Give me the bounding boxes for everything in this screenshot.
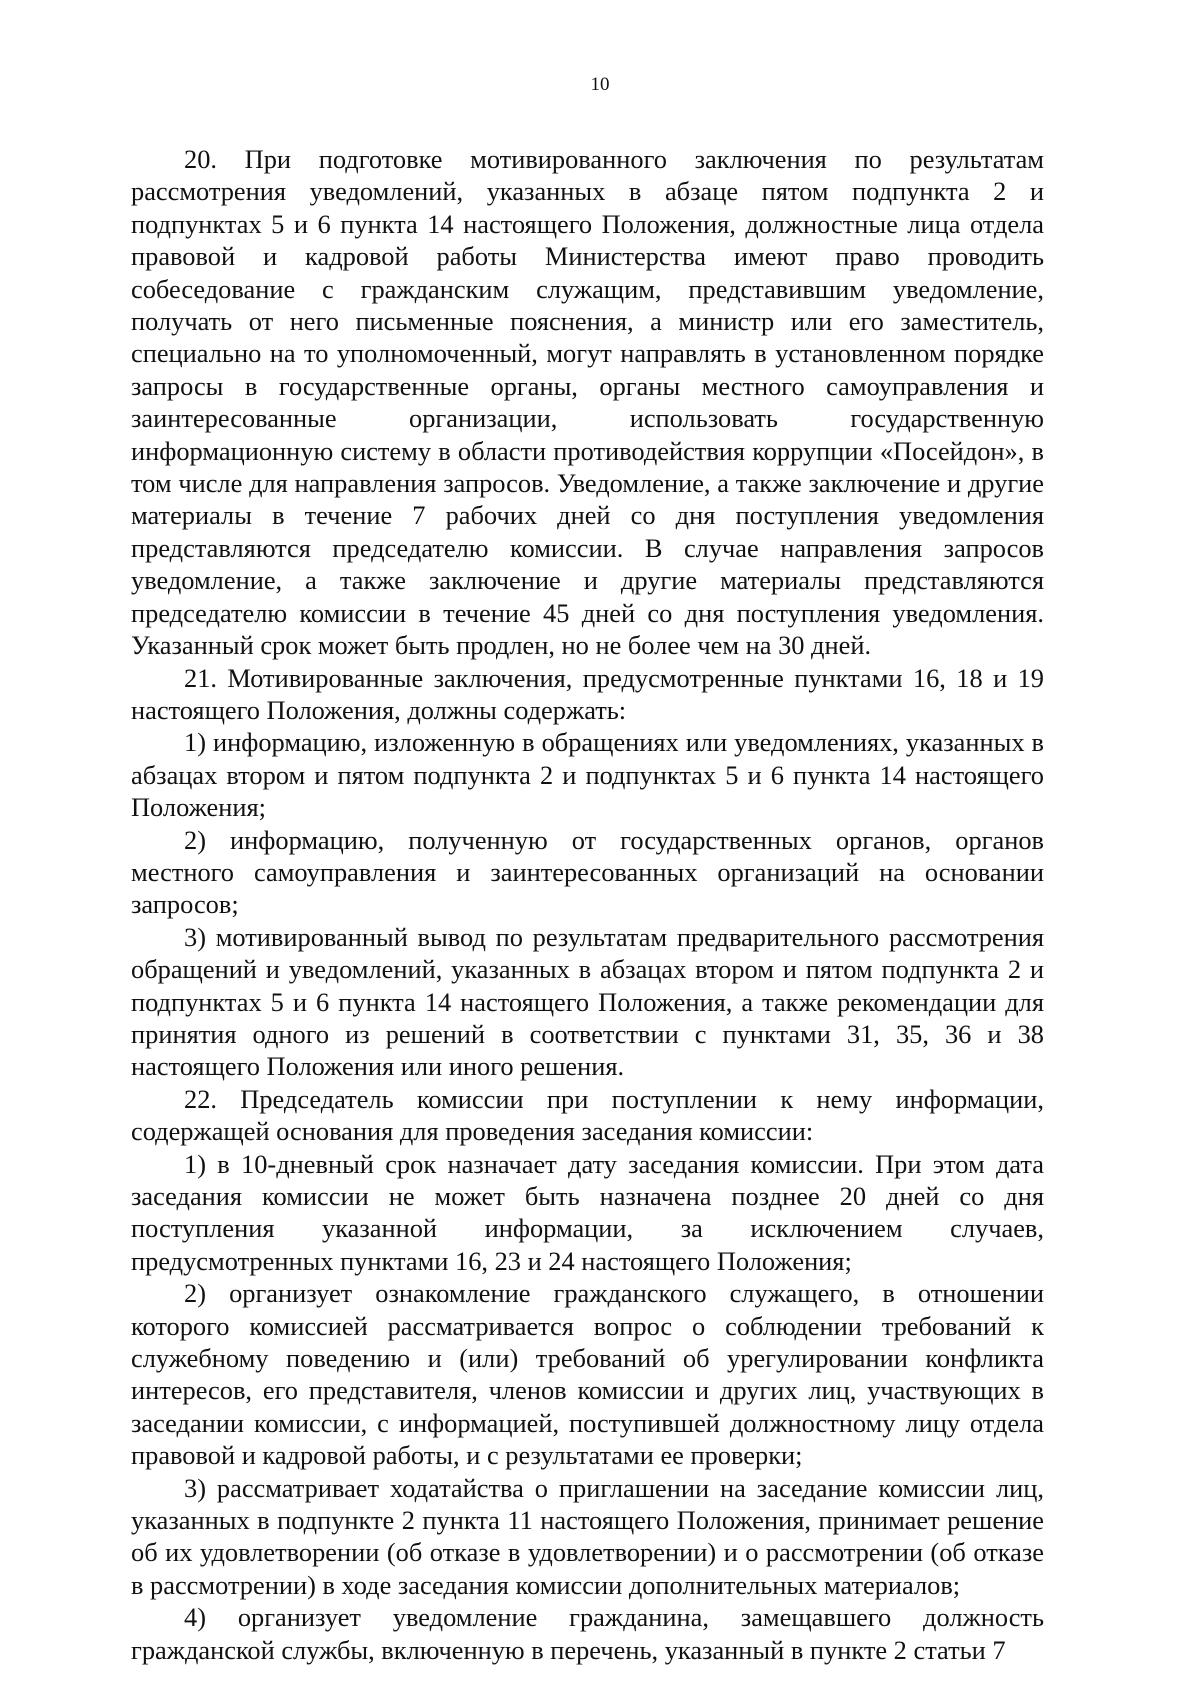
document-body bbox=[131, 143, 1044, 1666]
paragraph-22-item-4: 4) организует уведомление гражданина, замещавшего должность гражданской службы, включенную в перечень, указанный в пункте 2 статьи 7 bbox=[131, 1602, 1044, 1665]
paragraph-20: 20. При подготовке мотивированного заключения по результатам рассмотрения уведомлений, указанных в абзаце пятом подпункта 2 и подпунктах 5 и 6 пункта 14 настоящего Положения, должностные лица отдела правовой и кадровой работы Министерства имеют право проводить собеседование с гражданским служащим, представившим уведомление, получать от него письменные пояснения, а министр или его заместитель, специально на то уполномоченный, могут направлять в установленном порядке запросы в государственные органы, органы местного самоуправления и заинтересованные организации, использовать государственную информационную систему в области противодействия коррупции «Посейдон», в том числе для направления запросов. Уведомление, а также заключение и другие материалы в течение 7 рабочих дней со дня поступления уведомления представляются председателю комиссии. В случае направления запросов уведомление, а также заключение и другие материалы представляются председателю комиссии в течение 45 дней со дня поступления уведомления. Указанный срок может быть продлен, но не более чем на 30 дней. bbox=[131, 144, 1044, 661]
paragraph-21-item-3: 3) мотивированный вывод по результатам предварительного рассмотрения обращений и уведомлений, указанных в абзацах втором и пятом подпункта 2 и подпунктах 5 и 6 пункта 14 настоящего Положения, а также рекомендации для принятия одного из решений в соответствии с пунктами 31, 35, 36 и 38 настоящего Положения или иного решения. bbox=[131, 921, 1044, 1082]
paragraph-21-item-2: 2) информацию, полученную от государственных органов, органов местного самоуправления и заинтересованных организаций на основании запросов; bbox=[131, 824, 1044, 920]
paragraph-22: 22. Председатель комиссии при поступлении к нему информации, содержащей основания для проведения заседания комиссии: bbox=[131, 1083, 1044, 1147]
page-number: 10 bbox=[590, 74, 610, 95]
paragraph-22-item-2: 2) организует ознакомление гражданского служащего, в отношении которого комиссией рассматривается вопрос о соблюдении требований к служебному поведению и (или) требований об урегулировании конфликта интересов, его представителя, членов комиссии и других лиц, участвующих в заседании комиссии, с информацией, поступившей должностному лицу отдела правовой и кадровой работы, и с результатами ее проверки; bbox=[131, 1278, 1044, 1471]
paragraph-21: 21. Мотивированные заключения, предусмотренные пунктами 16, 18 и 19 настоящего Положения, должны содержать: bbox=[131, 662, 1044, 725]
paragraph-21-item-1: 1) информацию, изложенную в обращениях или уведомлениях, указанных в абзацах втором и пятом подпункта 2 и подпунктах 5 и 6 пункта 14 настоящего Положения; bbox=[131, 727, 1044, 823]
paragraph-22-item-3: 3) рассматривает ходатайства о приглашении на заседание комиссии лиц, указанных в подпункте 2 пункта 11 настоящего Положения, принимает решение об их удовлетворении (об отказе в удовлетворении) и о рассмотрении (об отказе в рассмотрении) в ходе заседания комиссии дополнительных материалов; bbox=[131, 1472, 1044, 1600]
paragraph-22-item-1: 1) в 10-дневный срок назначает дату заседания комиссии. При этом дата заседания комиссии не может быть назначена позднее 20 дней со дня поступления указанной информации, за исключением случаев, предусмотренных пунктами 16, 23 и 24 настоящего Положения; bbox=[131, 1148, 1044, 1276]
